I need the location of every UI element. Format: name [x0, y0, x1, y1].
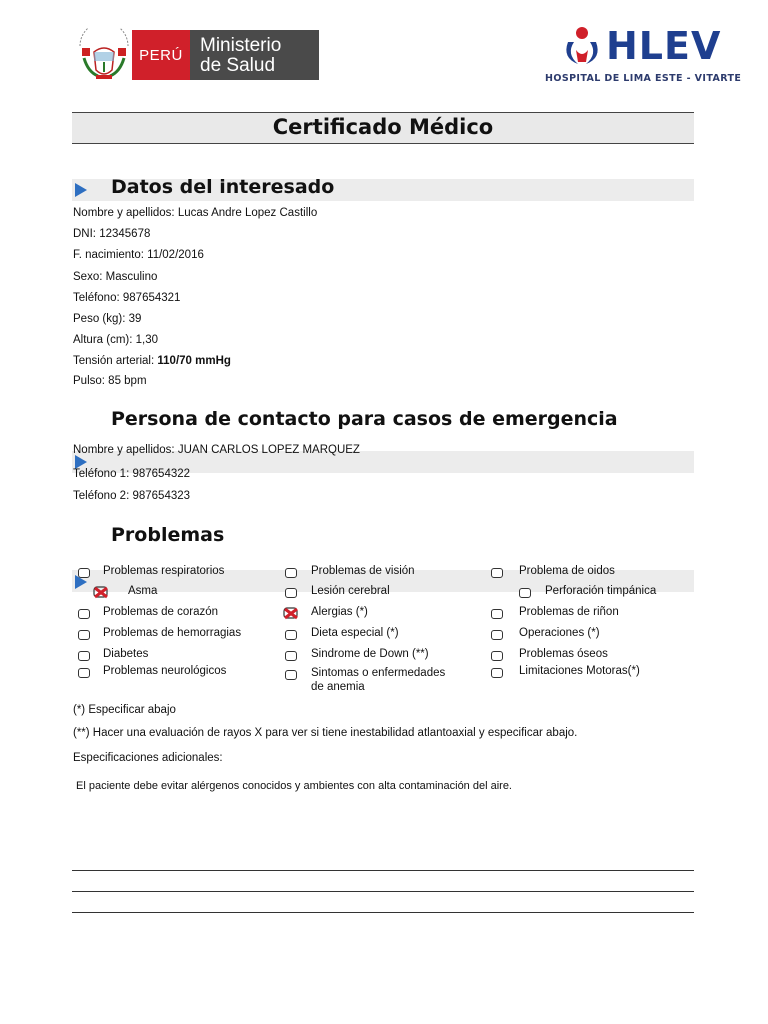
label-limitaciones-motoras: Limitaciones Motoras(*)	[519, 665, 640, 677]
label-problemas-respiratorios: Problemas respiratorios	[103, 565, 225, 577]
checkbox-anemia[interactable]	[285, 670, 297, 680]
checkbox-problema-oidos[interactable]	[491, 568, 503, 578]
contact-telefono-2: Teléfono 2: 987654323	[73, 490, 191, 502]
label-problemas-hemorragias: Problemas de hemorragias	[103, 627, 242, 639]
label-alergias: Alergias (*)	[311, 606, 368, 618]
section-heading-contacto: Persona de contacto para casos de emergencia	[111, 408, 618, 430]
checkbox-perforacion-timpanica[interactable]	[519, 588, 531, 598]
label-problemas-oseos: Problemas óseos	[519, 648, 608, 660]
checkbox-problemas-hemorragias[interactable]	[78, 630, 90, 640]
field-pulso: Pulso: 85 bpm	[73, 375, 147, 387]
section-heading-problemas: Problemas	[111, 524, 225, 546]
label-lesion-cerebral: Lesión cerebral	[311, 585, 390, 597]
label-diabetes: Diabetes	[103, 648, 149, 660]
ministry-line1: Ministerio	[200, 35, 282, 56]
contact-nombre: Nombre y apellidos: JUAN CARLOS LOPEZ MARQUEZ	[73, 444, 360, 456]
label-dieta-especial: Dieta especial (*)	[311, 627, 399, 639]
section-arrow-icon	[75, 183, 87, 197]
field-sexo: Sexo: Masculino	[73, 271, 158, 283]
specs-text: El paciente debe evitar alérgenos conocidos y ambientes con alta contaminación del aire.	[76, 780, 512, 792]
peru-coat-of-arms-icon	[72, 28, 136, 84]
checkbox-problemas-oseos[interactable]	[491, 651, 503, 661]
checkbox-alergias-checked[interactable]	[283, 607, 297, 619]
field-dni: DNI: 12345678	[73, 228, 151, 240]
hlev-logo-icon	[560, 24, 608, 72]
page-title: Certificado Médico	[272, 115, 494, 139]
checkbox-sindrome-down[interactable]	[285, 651, 297, 661]
blank-line	[72, 912, 694, 913]
field-telefono: Teléfono: 987654321	[73, 292, 181, 304]
blank-line	[72, 891, 694, 892]
checkbox-asma-checked[interactable]	[93, 586, 107, 598]
label-problemas-rinon: Problemas de riñon	[519, 606, 619, 618]
checkbox-problemas-rinon[interactable]	[491, 609, 503, 619]
contact-telefono-1: Teléfono 1: 987654322	[73, 468, 191, 480]
note-rayos-x: (**) Hacer una evaluación de rayos X para ver si tiene inestabilidad atlantoaxial y especificar abajo.	[73, 727, 578, 739]
section-heading-interesado: Datos del interesado	[111, 176, 335, 198]
checkbox-operaciones[interactable]	[491, 630, 503, 640]
label-problema-oidos: Problema de oidos	[519, 565, 615, 577]
checkbox-limitaciones-motoras[interactable]	[491, 668, 503, 678]
ministry-line2: de Salud	[200, 55, 276, 76]
label-perforacion-timpanica: Perforación timpánica	[545, 585, 657, 597]
label-problemas-corazon: Problemas de corazón	[103, 606, 219, 618]
checkbox-problemas-neurologicos[interactable]	[78, 668, 90, 678]
field-altura: Altura (cm): 1,30	[73, 334, 159, 346]
checkbox-problemas-respiratorios[interactable]	[78, 568, 90, 578]
label-anemia-line2: de anemia	[311, 681, 365, 693]
blank-line	[72, 870, 694, 871]
note-especificar: (*) Especificar abajo	[73, 704, 176, 716]
label-operaciones: Operaciones (*)	[519, 627, 600, 639]
ministry-logo	[190, 30, 319, 80]
checkbox-diabetes[interactable]	[78, 651, 90, 661]
label-sindrome-down: Sindrome de Down (**)	[311, 648, 429, 660]
label-asma: Asma	[128, 585, 158, 597]
checkbox-problemas-corazon[interactable]	[78, 609, 90, 619]
hospital-name: HLEV	[606, 24, 722, 68]
label-problemas-vision: Problemas de visión	[311, 565, 415, 577]
field-tension: Tensión arterial: 110/70 mmHg	[73, 355, 231, 367]
field-nacimiento: F. nacimiento: 11/02/2016	[73, 249, 204, 261]
checkbox-problemas-vision[interactable]	[285, 568, 297, 578]
field-nombre: Nombre y apellidos: Lucas Andre Lopez Castillo	[73, 207, 318, 219]
field-peso: Peso (kg): 39	[73, 313, 142, 325]
peru-label: PERÚ	[132, 30, 190, 80]
label-anemia-line1: Sintomas o enfermedades	[311, 667, 446, 679]
checkbox-dieta-especial[interactable]	[285, 630, 297, 640]
checkbox-lesion-cerebral[interactable]	[285, 588, 297, 598]
specs-label: Especificaciones adicionales:	[73, 752, 223, 764]
label-problemas-neurologicos: Problemas neurológicos	[103, 665, 227, 677]
hospital-full-name: HOSPITAL DE LIMA ESTE - VITARTE	[545, 73, 742, 84]
section-arrow-icon	[75, 455, 87, 469]
